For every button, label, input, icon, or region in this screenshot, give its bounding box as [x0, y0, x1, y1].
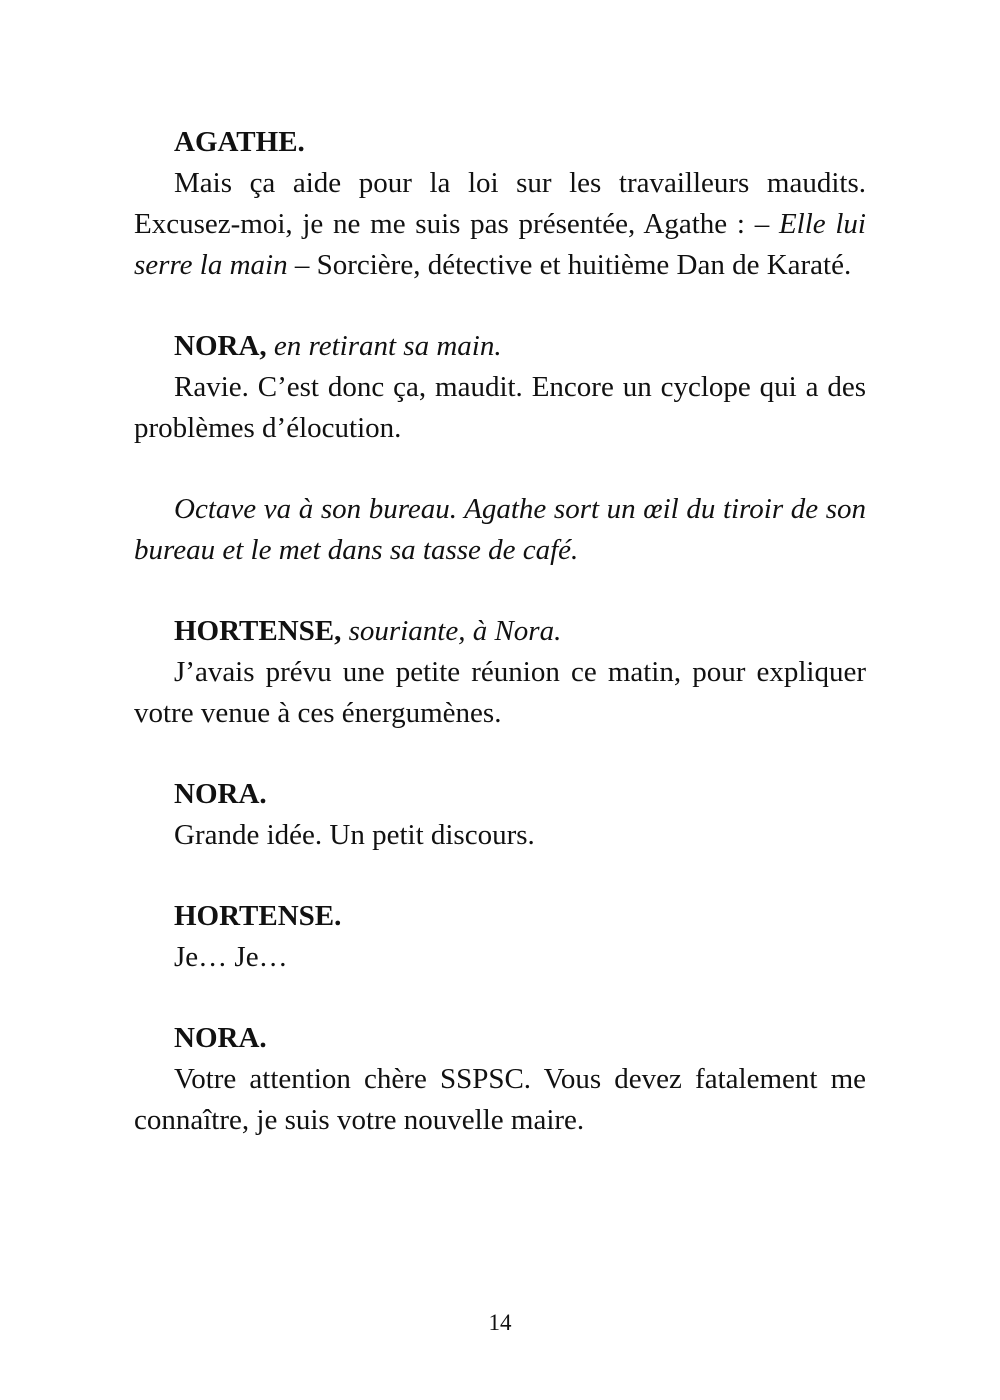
speaker-label: AGATHE.	[174, 126, 305, 158]
page-number: 14	[488, 1310, 512, 1335]
speaker-label: HORTENSE,	[174, 615, 342, 647]
dialogue-text: Mais ça aide pour la loi sur les travailleurs maudits. Excusez-moi, je ne me suis pas présentée, Agathe : –	[134, 167, 866, 240]
speaker-label: NORA,	[174, 330, 267, 362]
dialogue-block-hortense-2	[134, 896, 866, 978]
stage-direction-block	[134, 489, 866, 571]
speaker-name	[134, 896, 866, 937]
dialogue-text: – Sorcière, détective et huitième Dan de Karaté.	[287, 249, 852, 281]
dialogue-line: Grande idée. Un petit discours.	[174, 819, 535, 851]
speaker-direction: souriante, à Nora.	[341, 615, 562, 647]
dialogue-line: Je… Je…	[174, 941, 288, 973]
dialogue-block-nora-1	[134, 326, 866, 449]
inline-stage-direction: Elle lui serre la main	[134, 208, 866, 281]
dialogue-block-hortense-1	[134, 611, 866, 734]
speaker-label: NORA.	[174, 778, 267, 810]
speaker-label: HORTENSE.	[174, 900, 342, 932]
dialogue-block-nora-2	[134, 774, 866, 856]
stage-direction: Octave va à son bureau. Agathe sort un œil du tiroir de son bureau et le met dans sa tasse de café.	[134, 493, 866, 566]
speaker-name	[134, 122, 866, 163]
speaker-name	[134, 1018, 866, 1059]
dialogue-line	[134, 163, 866, 286]
dialogue-block-nora-3	[134, 1018, 866, 1141]
speaker-name	[134, 774, 866, 815]
speaker-name	[134, 326, 866, 367]
speaker-label: NORA.	[174, 1022, 267, 1054]
dialogue-line: J’avais prévu une petite réunion ce matin, pour expliquer votre venue à ces énergumènes.	[134, 656, 866, 729]
speaker-name	[134, 611, 866, 652]
dialogue-line: Votre attention chère SSPSC. Vous devez fatalement me connaître, je suis votre nouvelle maire.	[134, 1063, 866, 1136]
dialogue-block-agathe	[134, 122, 866, 286]
dialogue-line: Ravie. C’est donc ça, maudit. Encore un cyclope qui a des problèmes d’élocution.	[134, 371, 866, 444]
speaker-direction: en retirant sa main.	[266, 330, 502, 362]
page-text	[134, 122, 866, 1181]
